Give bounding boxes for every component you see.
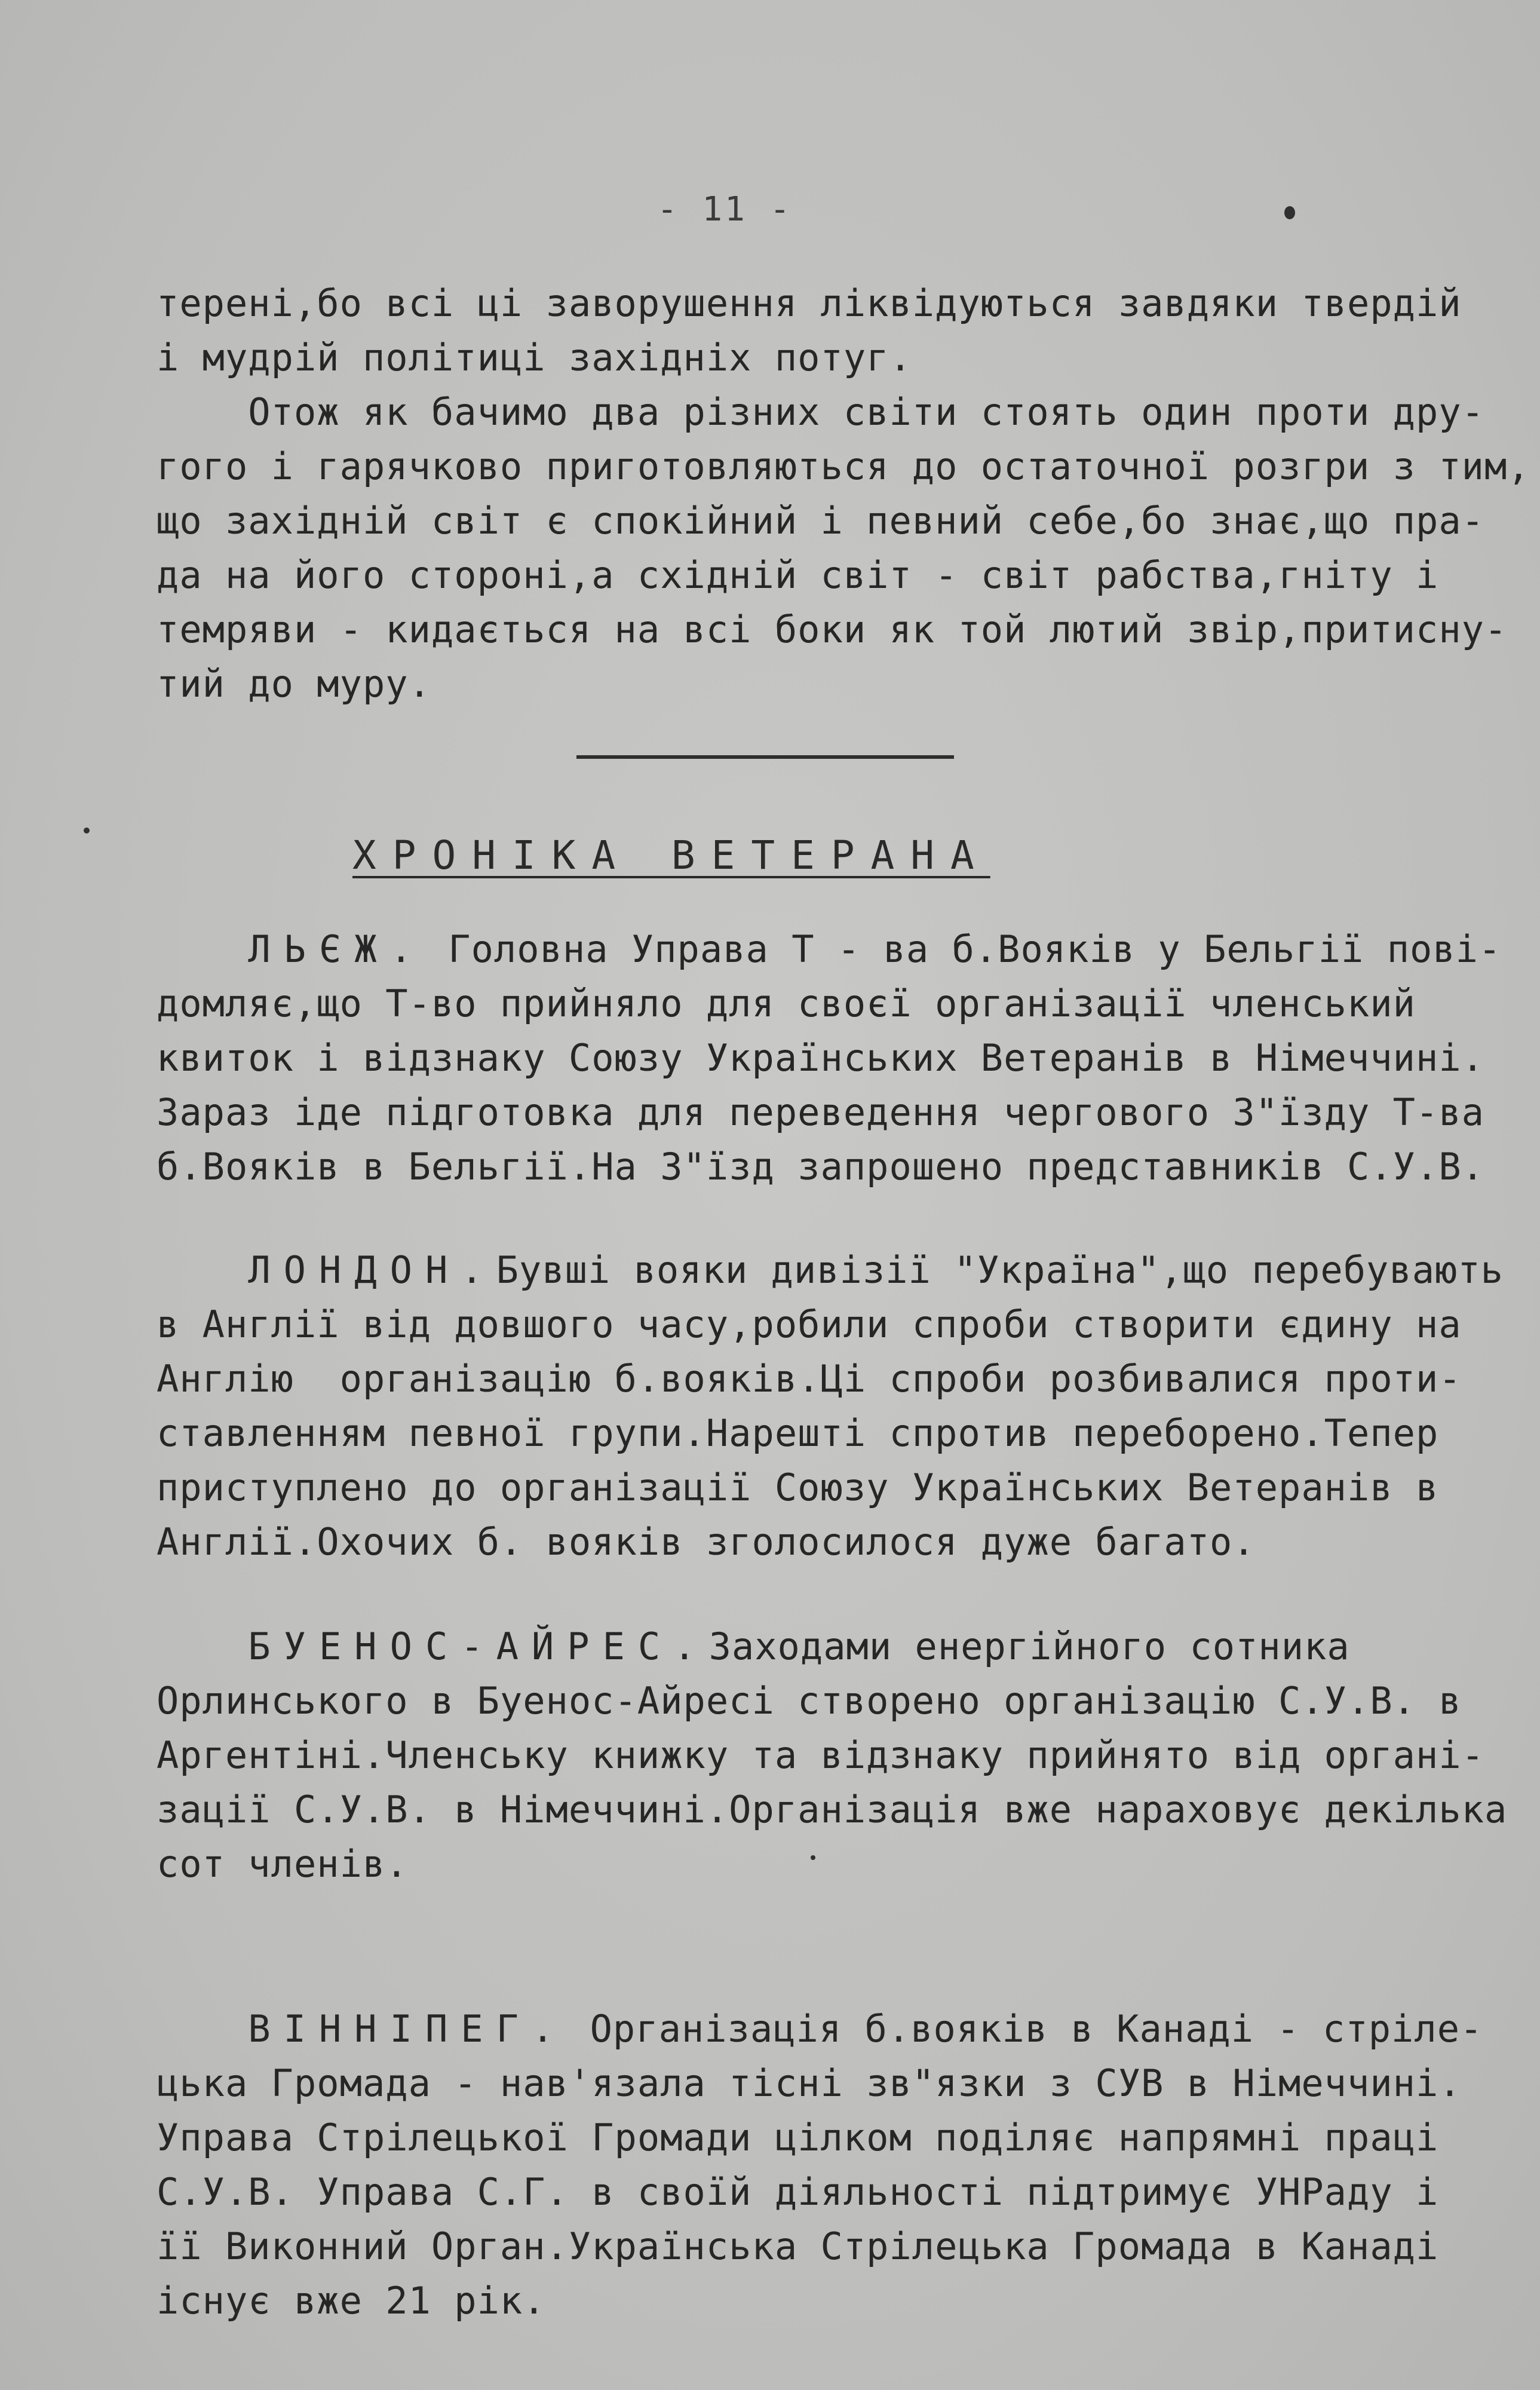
text-line: Аргентіні.Членську книжку та відзнаку прийнято від органі- — [157, 1733, 1484, 1777]
text-line: да на його стороні,а східній світ - світ рабства,гніту і — [157, 553, 1439, 597]
section-heading: ХРОНІКА ВЕТЕРАНА — [352, 832, 990, 878]
ink-speck — [1284, 206, 1295, 219]
text-line: ЛОНДОН.Бувші вояки дивізії "Україна",що перебувають — [248, 1248, 1504, 1292]
text-line: б.Вояків в Бельгії.На З"їзд запрошено представників С.У.В. — [157, 1145, 1484, 1188]
text-line: домляє,що Т-во прийняло для своєї організації членський — [157, 982, 1416, 1025]
text-line: темряви - кидається на всі боки як той лютий звір,притисну- — [157, 608, 1508, 651]
text-line: зації С.У.В. в Німеччині.Організація вже нараховує декілька — [157, 1788, 1508, 1831]
text-line: її Виконний Орган.Українська Стрілецька Громада в Канаді — [157, 2224, 1439, 2268]
entry-city: ВІННІПЕГ. — [248, 2007, 567, 2051]
text-line: Англію організацію б.вояків.Ці спроби розбивалися проти- — [157, 1357, 1462, 1401]
news-entry-london — [157, 1243, 1504, 1569]
text-line: Англії.Охочих б. вояків зголосилося дуже багато. — [157, 1520, 1256, 1564]
text-line: тий до муру. — [157, 662, 431, 706]
text-line: Орлинського в Буенос-Айресі створено організацію С.У.В. в — [157, 1679, 1462, 1723]
page-number: - 11 - — [657, 190, 793, 229]
section-divider — [576, 755, 954, 759]
news-entry-buenos-aires — [157, 1619, 1508, 1891]
text-line: Управа Стрілецької Громади цілком поділяє напрямні праці — [157, 2116, 1439, 2159]
text-line: цька Громада - нав'язала тісні зв"язки з СУВ в Німеччині. — [157, 2061, 1462, 2105]
ink-speck — [84, 828, 90, 834]
entry-city: ЛОНДОН. — [248, 1248, 496, 1292]
text-line: ВІННІПЕГ. Організація б.вояків в Канаді - стріле- — [248, 2007, 1483, 2051]
text-line: БУЕНОС-АЙРЕС.Заходами енергійного сотника — [248, 1625, 1350, 1668]
text-line: ставленням певної групи.Нарешті спротив переборено.Тепер — [157, 1411, 1439, 1455]
entry-city: ЛЬЄЖ. — [248, 927, 425, 971]
text-line: Зараз іде підготовка для переведення чергового З"їзду Т-ва — [157, 1090, 1484, 1134]
text-line: приступлено до організації Союзу Українських Ветеранів в — [157, 1466, 1439, 1509]
entry-city: БУЕНОС-АЙРЕС. — [248, 1625, 709, 1668]
news-entry-liege — [157, 922, 1502, 1194]
text-line: гого і гарячково приготовляються до остаточної розгри з тим, — [157, 445, 1530, 488]
text-line: терені,бо всі ці заворушення ліквідуються завдяки твердій — [157, 281, 1462, 325]
text-line: що західній світ є спокійний і певний себе,бо знає,що пра- — [157, 499, 1484, 543]
text-line: квиток і відзнаку Союзу Українських Ветеранів в Німеччині. — [157, 1036, 1484, 1080]
news-entry-winnipeg — [157, 2002, 1495, 2328]
text-line: в Англії від довшого часу,робили спроби створити єдину на — [157, 1303, 1462, 1346]
text-line: ЛЬЄЖ. Головна Управа Т - ва б.Вояків у Бельгії пові- — [248, 927, 1502, 971]
text-line: Отож як бачимо два різних світи стоять один проти дру- — [157, 390, 1484, 434]
text-line: і мудрій політиці західніх потуг. — [157, 336, 912, 379]
text-line: існує вже 21 рік. — [157, 2279, 546, 2322]
intro-paragraph — [157, 276, 1530, 711]
text-line: С.У.В. Управа С.Г. в своїй діяльності підтримує УНРаду і — [157, 2170, 1439, 2214]
text-line: сот членів. — [157, 1842, 409, 1886]
